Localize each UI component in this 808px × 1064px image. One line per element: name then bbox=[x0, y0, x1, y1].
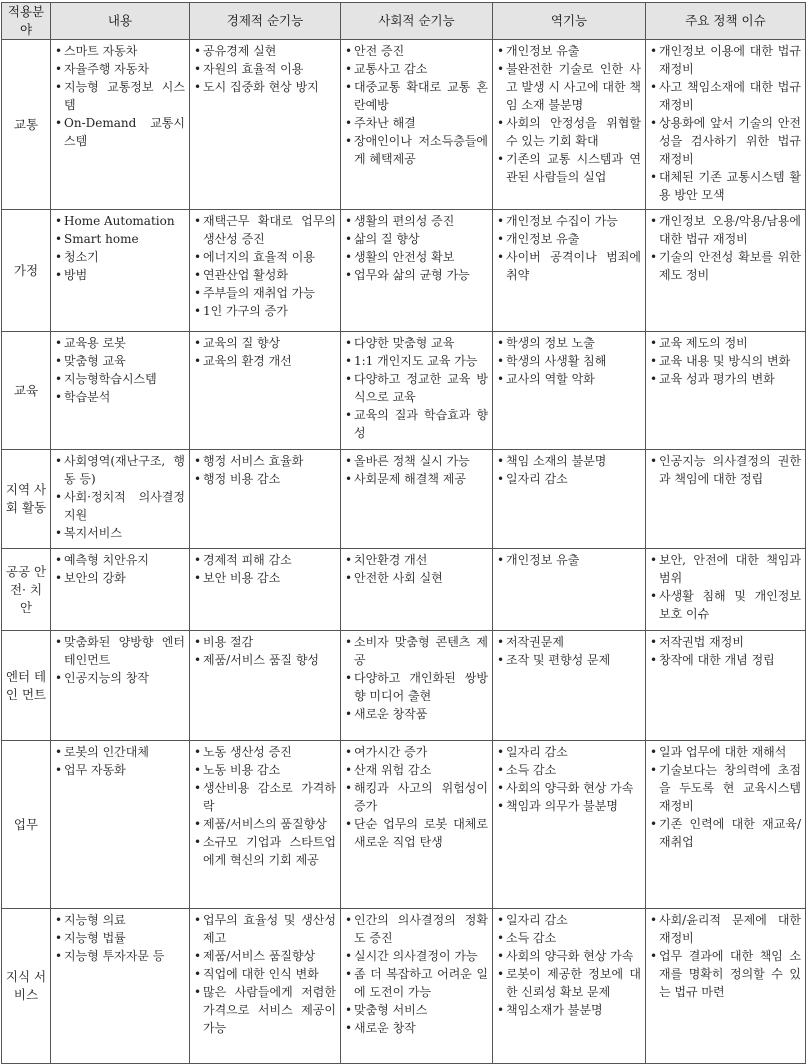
list-item: • 연관산업 활성화 bbox=[194, 266, 336, 284]
policy-cell bbox=[646, 549, 806, 631]
list-item: • 주차난 해결 bbox=[345, 114, 488, 132]
adverse-list bbox=[497, 42, 641, 186]
list-item: • 보안, 안전에 대한 책임과 범위 bbox=[650, 551, 801, 587]
ai-application-table bbox=[1, 2, 806, 1064]
policy-cell bbox=[646, 631, 806, 741]
economic-list bbox=[194, 212, 336, 320]
content-list bbox=[55, 633, 185, 687]
adverse-cell bbox=[493, 631, 646, 741]
adverse-cell bbox=[493, 40, 646, 210]
policy-list bbox=[650, 452, 801, 488]
policy-cell bbox=[646, 40, 806, 210]
social-cell bbox=[341, 549, 493, 631]
list-item: • 공유경제 실현 bbox=[194, 42, 336, 60]
list-item: • 생산비용 감소로 가격하락 bbox=[194, 779, 336, 815]
list-item: • 보안의 강화 bbox=[55, 569, 185, 587]
list-item: • 소득 감소 bbox=[497, 761, 641, 779]
adverse-list bbox=[497, 212, 641, 284]
list-item: • 생활의 안전성 확보 bbox=[345, 248, 488, 266]
adverse-cell bbox=[493, 210, 646, 332]
list-item: • 업무 자동화 bbox=[55, 761, 185, 779]
list-item: • 사회의 양극화 현상 가속 bbox=[497, 947, 641, 965]
list-item: • 경제적 피해 감소 bbox=[194, 551, 336, 569]
list-item: • 자원의 효율적 이용 bbox=[194, 60, 336, 78]
policy-list bbox=[650, 334, 801, 388]
list-item: • 불완전한 기술로 인한 사고 발생 시 사고에 대한 책임 소재 불분명 bbox=[497, 60, 641, 114]
policy-cell bbox=[646, 450, 806, 549]
list-item: • 사회의 양극화 현상 가속 bbox=[497, 779, 641, 797]
list-item: • 제품/서비스 품질 향성 bbox=[194, 651, 336, 669]
policy-cell bbox=[646, 210, 806, 332]
list-item: • 소득 감소 bbox=[497, 929, 641, 947]
list-item: • 지능형 의료 bbox=[55, 911, 185, 929]
list-item: • 개인정보 오용/악용/남용에 대한 법규 재정비 bbox=[650, 212, 801, 248]
list-item: • 다양한 맞춤형 교육 bbox=[345, 334, 488, 352]
table-row bbox=[2, 631, 806, 741]
list-item: • 지능형학습시스템 bbox=[55, 370, 185, 388]
list-item: • 인공지능의 창작 bbox=[55, 669, 185, 687]
list-item: • 일자리 감소 bbox=[497, 470, 641, 488]
adverse-cell bbox=[493, 741, 646, 909]
adverse-cell bbox=[493, 909, 646, 1064]
field-cell: 공공 안전· 치안 bbox=[2, 549, 51, 631]
economic-list bbox=[194, 633, 336, 669]
list-item: • 학생의 정보 노출 bbox=[497, 334, 641, 352]
list-item: • 일자리 감소 bbox=[497, 743, 641, 761]
list-item: • 노동 생산성 증진 bbox=[194, 743, 336, 761]
economic-cell bbox=[190, 332, 341, 450]
header-content: 내용 bbox=[51, 3, 190, 40]
list-item: • 도시 집중화 현상 방지 bbox=[194, 78, 336, 96]
list-item: • 여가시간 증가 bbox=[345, 743, 488, 761]
list-item: • 개인정보 수집이 가능 bbox=[497, 212, 641, 230]
content-list bbox=[55, 334, 185, 406]
list-item: • 방범 bbox=[55, 266, 185, 284]
list-item: • 인공지능 의사결정의 권한과 책임에 대한 정립 bbox=[650, 452, 801, 488]
list-item: • 맞춤형 서비스 bbox=[345, 1001, 488, 1019]
list-item: • 학생의 사생활 침해 bbox=[497, 352, 641, 370]
social-list bbox=[345, 452, 488, 488]
field-cell: 가정 bbox=[2, 210, 51, 332]
list-item: • 삶의 질 향상 bbox=[345, 230, 488, 248]
table-row bbox=[2, 40, 806, 210]
field-cell: 교통 bbox=[2, 40, 51, 210]
list-item: • 사이버 공격이나 범죄에 취약 bbox=[497, 248, 641, 284]
list-item: • 업무 결과에 대한 책임 소재를 명확히 정의할 수 있는 법규 마련 bbox=[650, 947, 801, 1001]
social-list bbox=[345, 334, 488, 442]
economic-list bbox=[194, 42, 336, 96]
list-item: • 개인정보 유출 bbox=[497, 551, 641, 569]
list-item: • 청소기 bbox=[55, 248, 185, 266]
list-item: • 복지서비스 bbox=[55, 524, 185, 542]
header-policy: 주요 정책 이슈 bbox=[646, 3, 806, 40]
list-item: • 단순 업무의 로봇 대체로 새로운 직업 탄생 bbox=[345, 815, 488, 851]
list-item: • 인간의 의사결정의 정확도 증진 bbox=[345, 911, 488, 947]
list-item: • 교육용 로봇 bbox=[55, 334, 185, 352]
policy-list bbox=[650, 911, 801, 1001]
social-cell bbox=[341, 909, 493, 1064]
economic-list bbox=[194, 452, 336, 488]
list-item: • 많은 사람들에게 저렴한 가격으로 서비스 제공이 가능 bbox=[194, 983, 336, 1037]
content-cell bbox=[51, 210, 190, 332]
table-row bbox=[2, 210, 806, 332]
list-item: • On-Demand 교통시스템 bbox=[55, 114, 185, 150]
list-item: • 교육의 질과 학습효과 향성 bbox=[345, 406, 488, 442]
social-list bbox=[345, 551, 488, 587]
list-item: • 사회의 안정성을 위협할 수 있는 기회 확대 bbox=[497, 114, 641, 150]
list-item: • 1인 가구의 증가 bbox=[194, 302, 336, 320]
list-item: • 창작에 대한 개념 정립 bbox=[650, 651, 801, 669]
field-cell: 엔터 테인 먼트 bbox=[2, 631, 51, 741]
list-item: • 행정 비용 감소 bbox=[194, 470, 336, 488]
header-social: 사회적 순기능 bbox=[341, 3, 493, 40]
list-item: • 지능형 투자자문 등 bbox=[55, 947, 185, 965]
content-cell bbox=[51, 909, 190, 1064]
list-item: • 1:1 개인지도 교육 가능 bbox=[345, 352, 488, 370]
table-row bbox=[2, 909, 806, 1064]
social-cell bbox=[341, 631, 493, 741]
list-item: • 개인정보 이용에 대한 법규 재정비 bbox=[650, 42, 801, 78]
list-item: • 교통사고 감소 bbox=[345, 60, 488, 78]
economic-cell bbox=[190, 210, 341, 332]
policy-list bbox=[650, 743, 801, 851]
list-item: • 사회문제 해결책 제공 bbox=[345, 470, 488, 488]
list-item: • 새로운 창작품 bbox=[345, 705, 488, 723]
list-item: • 지능형 교통정보 시스템 bbox=[55, 78, 185, 114]
policy-cell bbox=[646, 332, 806, 450]
list-item: • 스마트 자동차 bbox=[55, 42, 185, 60]
social-list bbox=[345, 633, 488, 723]
list-item: • 교육의 환경 개선 bbox=[194, 352, 336, 370]
list-item: • 생활의 편의성 증진 bbox=[345, 212, 488, 230]
list-item: • 일과 업무에 대한 재해석 bbox=[650, 743, 801, 761]
table-body bbox=[2, 40, 806, 1064]
list-item: • 기술보다는 창의력에 초점을 두도록 현 교육시스템 재정비 bbox=[650, 761, 801, 815]
list-item: • 저작권법 재정비 bbox=[650, 633, 801, 651]
social-list bbox=[345, 212, 488, 284]
list-item: • 사생활 침해 및 개인정보 보호 이슈 bbox=[650, 587, 801, 623]
policy-list bbox=[650, 42, 801, 204]
list-item: • 소규모 기업과 스타트업에게 혁신의 기회 제공 bbox=[194, 833, 336, 869]
list-item: • 치안환경 개선 bbox=[345, 551, 488, 569]
adverse-list bbox=[497, 334, 641, 388]
header-economic: 경제적 순기능 bbox=[190, 3, 341, 40]
economic-cell bbox=[190, 40, 341, 210]
list-item: • 사고 책임소재에 대한 법규 재정비 bbox=[650, 78, 801, 114]
list-item: • 로봇이 제공한 정보에 대한 신뢰성 확보 문제 bbox=[497, 965, 641, 1001]
list-item: • 좀 더 복잡하고 어려운 일에 도전이 가능 bbox=[345, 965, 488, 1001]
list-item: • 교육 성과 평가의 변화 bbox=[650, 370, 801, 388]
list-item: • 다양하고 정교한 교육 방식으로 교육 bbox=[345, 370, 488, 406]
list-item: • 기술의 안전성 확보를 위한 제도 정비 bbox=[650, 248, 801, 284]
economic-cell bbox=[190, 741, 341, 909]
list-item: • 교육 제도의 정비 bbox=[650, 334, 801, 352]
field-cell: 교육 bbox=[2, 332, 51, 450]
adverse-list bbox=[497, 551, 641, 569]
list-item: • 책임 소재의 불분명 bbox=[497, 452, 641, 470]
list-item: • 자율주행 자동차 bbox=[55, 60, 185, 78]
list-item: • 개인정보 유출 bbox=[497, 230, 641, 248]
table-row bbox=[2, 741, 806, 909]
economic-cell bbox=[190, 450, 341, 549]
content-cell bbox=[51, 741, 190, 909]
policy-list bbox=[650, 212, 801, 284]
field-cell: 업무 bbox=[2, 741, 51, 909]
content-list bbox=[55, 212, 185, 284]
social-cell bbox=[341, 450, 493, 549]
social-list bbox=[345, 743, 488, 851]
header-field: 적용분야 bbox=[2, 3, 51, 40]
list-item: • 업무와 삶의 균형 가능 bbox=[345, 266, 488, 284]
list-item: • 맞춤화된 양방향 엔터테인먼트 bbox=[55, 633, 185, 669]
list-item: • 기존의 교통 시스템과 연관된 사람들의 실업 bbox=[497, 150, 641, 186]
list-item: • 새로운 창작 bbox=[345, 1019, 488, 1037]
header-row bbox=[2, 3, 806, 40]
list-item: • 책임과 의무가 불분명 bbox=[497, 797, 641, 815]
content-list bbox=[55, 551, 185, 587]
list-item: • 보안 비용 감소 bbox=[194, 569, 336, 587]
economic-list bbox=[194, 743, 336, 869]
list-item: • 올바른 정책 실시 가능 bbox=[345, 452, 488, 470]
list-item: • 사회/윤리적 문제에 대한 재정비 bbox=[650, 911, 801, 947]
list-item: • 기존 인력에 대한 재교육/재취업 bbox=[650, 815, 801, 851]
list-item: • 직업에 대한 인식 변화 bbox=[194, 965, 336, 983]
economic-list bbox=[194, 551, 336, 587]
economic-cell bbox=[190, 631, 341, 741]
social-cell bbox=[341, 40, 493, 210]
economic-list bbox=[194, 911, 336, 1037]
social-cell bbox=[341, 741, 493, 909]
list-item: • 사회·정치적 의사결정 지원 bbox=[55, 488, 185, 524]
content-cell bbox=[51, 40, 190, 210]
economic-cell bbox=[190, 549, 341, 631]
list-item: • 안전한 사회 실현 bbox=[345, 569, 488, 587]
list-item: • 교육 내용 및 방식의 변화 bbox=[650, 352, 801, 370]
list-item: • 안전 증진 bbox=[345, 42, 488, 60]
list-item: • 실시간 의사결정이 가능 bbox=[345, 947, 488, 965]
list-item: • 맞춤형 교육 bbox=[55, 352, 185, 370]
list-item: • 노동 비용 감소 bbox=[194, 761, 336, 779]
list-item: • 로봇의 인간대체 bbox=[55, 743, 185, 761]
list-item: • 업무의 효율성 및 생산성 제고 bbox=[194, 911, 336, 947]
list-item: • 해킹과 사고의 위험성이 증가 bbox=[345, 779, 488, 815]
table-row bbox=[2, 332, 806, 450]
table-row bbox=[2, 450, 806, 549]
list-item: • 일자리 감소 bbox=[497, 911, 641, 929]
list-item: • Smart home bbox=[55, 230, 185, 248]
adverse-list bbox=[497, 633, 641, 669]
policy-cell bbox=[646, 741, 806, 909]
adverse-list bbox=[497, 911, 641, 1019]
list-item: • 산재 위험 감소 bbox=[345, 761, 488, 779]
social-list bbox=[345, 42, 488, 168]
list-item: • 개인정보 유출 bbox=[497, 42, 641, 60]
social-list bbox=[345, 911, 488, 1037]
content-cell bbox=[51, 450, 190, 549]
list-item: • 주부들의 재취업 가능 bbox=[194, 284, 336, 302]
adverse-list bbox=[497, 452, 641, 488]
list-item: • 다양하고 개인화된 쌍방향 미디어 출현 bbox=[345, 669, 488, 705]
adverse-cell bbox=[493, 332, 646, 450]
list-item: • 제품/서비스의 품질향상 bbox=[194, 815, 336, 833]
content-list bbox=[55, 743, 185, 779]
list-item: • 재택근무 확대로 업무의 생산성 증진 bbox=[194, 212, 336, 248]
list-item: • 학습분석 bbox=[55, 388, 185, 406]
list-item: • 교사의 역할 악화 bbox=[497, 370, 641, 388]
list-item: • 책임소재가 불분명 bbox=[497, 1001, 641, 1019]
field-cell: 지역 사회 활동 bbox=[2, 450, 51, 549]
header-adverse: 역기능 bbox=[493, 3, 646, 40]
list-item: • 소비자 맞춤형 콘텐츠 제공 bbox=[345, 633, 488, 669]
list-item: • 비용 절감 bbox=[194, 633, 336, 651]
list-item: • 행정 서비스 효율화 bbox=[194, 452, 336, 470]
list-item: • 상용화에 앞서 기술의 안전성을 검사하기 위한 법규 재정비 bbox=[650, 114, 801, 168]
content-cell bbox=[51, 549, 190, 631]
list-item: • 제품/서비스 품질향상 bbox=[194, 947, 336, 965]
list-item: • 지능형 법률 bbox=[55, 929, 185, 947]
list-item: • 교육의 질 향상 bbox=[194, 334, 336, 352]
list-item: • 사회영역(재난구조, 행동 등) bbox=[55, 452, 185, 488]
table-row bbox=[2, 549, 806, 631]
content-cell bbox=[51, 631, 190, 741]
policy-cell bbox=[646, 909, 806, 1064]
content-list bbox=[55, 911, 185, 965]
content-cell bbox=[51, 332, 190, 450]
content-list bbox=[55, 42, 185, 150]
list-item: • Home Automation bbox=[55, 212, 185, 230]
social-cell bbox=[341, 332, 493, 450]
list-item: • 장애인이나 저소득층들에게 혜택제공 bbox=[345, 132, 488, 168]
economic-cell bbox=[190, 909, 341, 1064]
list-item: • 저작권문제 bbox=[497, 633, 641, 651]
content-list bbox=[55, 452, 185, 542]
list-item: • 대체된 기존 교통시스템 활용 방안 모색 bbox=[650, 168, 801, 204]
adverse-cell bbox=[493, 450, 646, 549]
adverse-list bbox=[497, 743, 641, 815]
list-item: • 에너지의 효율적 이용 bbox=[194, 248, 336, 266]
social-cell bbox=[341, 210, 493, 332]
field-cell: 지식 서비스 bbox=[2, 909, 51, 1064]
list-item: • 예측형 치안유지 bbox=[55, 551, 185, 569]
list-item: • 대중교통 확대로 교통 혼란예방 bbox=[345, 78, 488, 114]
policy-list bbox=[650, 551, 801, 623]
policy-list bbox=[650, 633, 801, 669]
list-item: • 조작 및 편향성 문제 bbox=[497, 651, 641, 669]
economic-list bbox=[194, 334, 336, 370]
adverse-cell bbox=[493, 549, 646, 631]
